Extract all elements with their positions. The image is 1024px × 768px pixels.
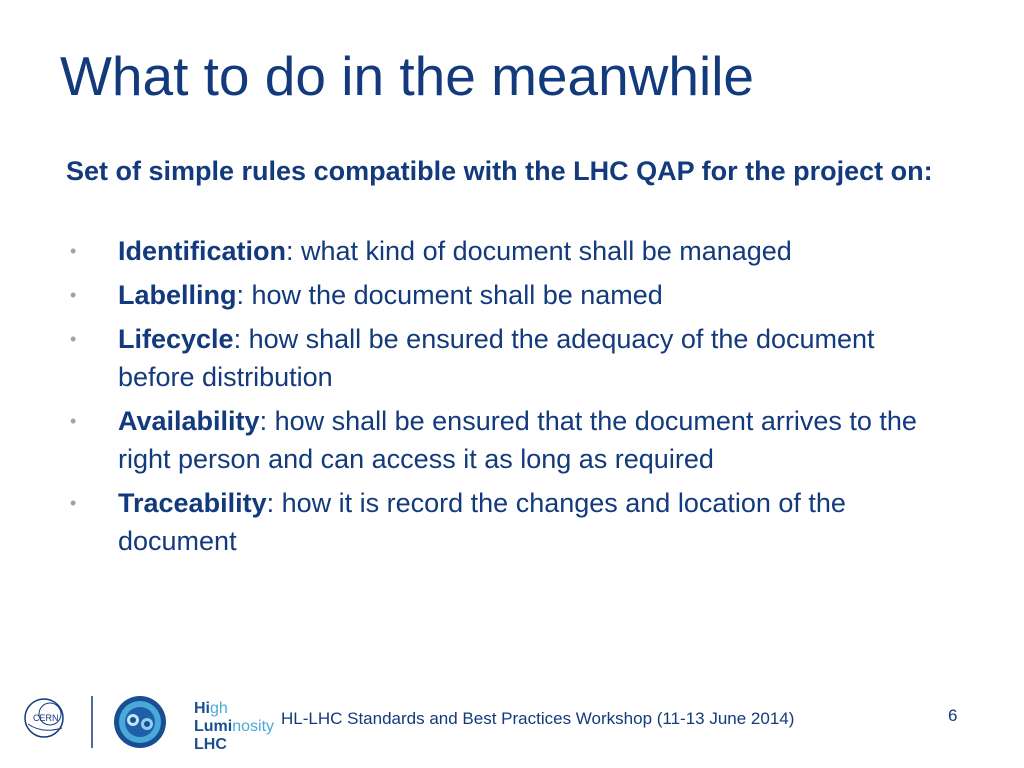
bullet-dot: • xyxy=(70,241,77,261)
bullet-dot: • xyxy=(70,285,77,305)
bullet-item-traceability xyxy=(66,484,956,560)
page-number: 6 xyxy=(948,706,958,725)
bullet-list xyxy=(66,232,956,566)
bullet-term: Lifecycle xyxy=(118,324,234,354)
bullet-term: Traceability xyxy=(118,488,267,518)
bullet-term: Labelling xyxy=(118,280,237,310)
bullet-item-lifecycle xyxy=(66,320,956,396)
brand-line-luminosity: Luminosity xyxy=(194,718,275,735)
cern-logo-text: CERN xyxy=(33,713,59,723)
footer-logos xyxy=(22,688,275,754)
bullet-item-labelling xyxy=(66,276,956,314)
bullet-text: : how shall be ensured the adequacy of the document before distribution xyxy=(118,324,875,392)
slide-title: What to do in the meanwhile xyxy=(60,45,754,107)
footer-caption: HL-LHC Standards and Best Practices Workshop (11-13 June 2014) xyxy=(281,709,795,728)
bullet-text: : how shall be ensured that the document arrives to the right person and can access it as long as required xyxy=(118,406,917,474)
bullet-text: : what kind of document shall be managed xyxy=(286,236,792,266)
bullet-text: : how it is record the changes and location of the document xyxy=(118,488,846,556)
bullet-term: Identification xyxy=(118,236,286,266)
bullet-dot: • xyxy=(70,329,77,349)
bullet-item-availability xyxy=(66,402,956,478)
bullet-item-identification xyxy=(66,232,956,270)
bullet-dot: • xyxy=(70,411,77,431)
bullet-text: : how the document shall be named xyxy=(236,280,663,310)
bullet-dot: • xyxy=(70,493,77,513)
brand-line-lhc: LHC xyxy=(194,736,227,753)
brand-line-high: High xyxy=(194,700,228,717)
bullet-term: Availability xyxy=(118,406,260,436)
intro-text: Set of simple rules compatible with the LHC QAP for the project on: xyxy=(66,156,933,186)
